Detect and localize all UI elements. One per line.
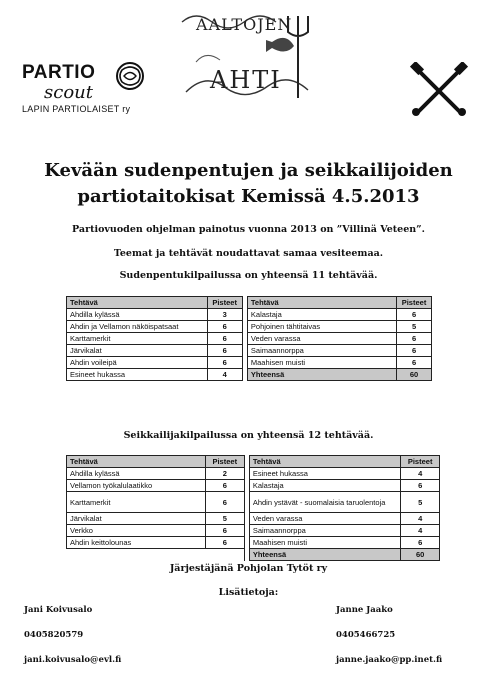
task-cell: Maahisen muisti [249, 537, 400, 549]
points-cell: 6 [205, 537, 244, 549]
task-cell: Esineet hukassa [249, 468, 400, 480]
points-cell: 6 [397, 333, 432, 345]
total-label-cell: Yhteensä [247, 369, 396, 381]
points-cell: 4 [401, 513, 440, 525]
task-cell: Ahdin keittolounas [67, 537, 206, 549]
col-header-task: Tehtävä [249, 456, 400, 468]
table-row [67, 492, 440, 513]
contact-2-phone: 0405466725 [336, 630, 396, 640]
seikkailija-intro-line: Seikkailijakilpailussa on yhteensä 12 tehtävää. [123, 430, 374, 441]
table-row [67, 480, 440, 492]
task-cell: Ahdilla kylässä [67, 309, 208, 321]
points-cell: 6 [205, 480, 244, 492]
task-cell: Ahdin voileipä [67, 357, 208, 369]
points-cell: 4 [401, 525, 440, 537]
task-cell: Esineet hukassa [67, 369, 208, 381]
task-cell: Pohjoinen tähtitaivas [247, 321, 396, 333]
col-header-points: Pisteet [397, 297, 432, 309]
table-row [67, 468, 440, 480]
points-cell: 2 [205, 468, 244, 480]
points-cell: 5 [401, 492, 440, 513]
task-cell: Verkko [67, 525, 206, 537]
table-row [67, 333, 432, 345]
col-header-points: Pisteet [401, 456, 440, 468]
task-cell: Järvikalat [67, 345, 208, 357]
contact-2-name: Janne Jaako [336, 605, 393, 615]
points-cell: 6 [401, 480, 440, 492]
task-cell: Vellamon työkalulaatikko [67, 480, 206, 492]
table-row [67, 537, 440, 549]
points-cell: 6 [397, 357, 432, 369]
logo-text-aaltojen: AALTOJEN [196, 15, 293, 34]
scout-knot-icon [114, 60, 146, 92]
task-cell: Ahdin ystävät - suomalaisia taruolentoja [249, 492, 400, 513]
total-points-cell: 60 [397, 369, 432, 381]
col-header-task: Tehtävä [67, 456, 206, 468]
intro-line-3: Sudenpentukilpailussa on yhteensä 11 tehtävää. [119, 270, 378, 281]
task-cell: Kalastaja [249, 480, 400, 492]
table-row [67, 525, 440, 537]
partio-word: PARTIO [22, 62, 96, 83]
task-cell: Veden varassa [247, 333, 396, 345]
points-cell: 6 [207, 357, 242, 369]
points-cell: 6 [207, 321, 242, 333]
task-cell: Ahdilla kylässä [67, 468, 206, 480]
col-header-task: Tehtävä [247, 297, 396, 309]
aaltojen-ahti-logo [176, 2, 324, 106]
task-cell: Veden varassa [249, 513, 400, 525]
table-row [67, 513, 440, 525]
points-cell: 5 [397, 321, 432, 333]
partio-subtitle: LAPIN PARTIOLAISET ry [22, 104, 131, 114]
points-cell: 4 [207, 369, 242, 381]
points-cell: 3 [207, 309, 242, 321]
col-header-points: Pisteet [205, 456, 244, 468]
empty-cell [67, 549, 206, 561]
task-cell: Karttamerkit [67, 333, 208, 345]
intro-line-1: Partiovuoden ohjelman painotus vuonna 2013 on ”Villinä Veteen”. [72, 224, 425, 235]
organizer-line: Järjestäjänä Pohjolan Tytöt ry [169, 563, 328, 574]
contact-1-phone: 0405820579 [24, 630, 84, 640]
points-cell: 6 [207, 345, 242, 357]
col-header-task: Tehtävä [67, 297, 208, 309]
table-row [67, 549, 440, 561]
table-sudenpennut [66, 296, 432, 381]
task-cell: Saimaannorppa [247, 345, 396, 357]
empty-cell [205, 549, 244, 561]
logo-text-ahti: AHTI [210, 66, 282, 94]
points-cell: 5 [205, 513, 244, 525]
col-header-points: Pisteet [207, 297, 242, 309]
points-cell: 6 [207, 333, 242, 345]
total-label-cell: Yhteensä [249, 549, 400, 561]
task-cell: Järvikalat [67, 513, 206, 525]
partio-scout-logo [22, 60, 142, 124]
task-cell: Maahisen muisti [247, 357, 396, 369]
task-cell: Saimaannorppa [249, 525, 400, 537]
table-header-row [67, 456, 440, 468]
points-cell: 6 [397, 309, 432, 321]
task-cell: Kalastaja [247, 309, 396, 321]
table-row [67, 321, 432, 333]
points-cell: 6 [205, 525, 244, 537]
contact-1-name: Jani Koivusalo [24, 605, 93, 615]
task-cell: Karttamerkit [67, 492, 206, 513]
scout-word: scout [44, 82, 93, 103]
table-header-row [67, 297, 432, 309]
table-row [67, 309, 432, 321]
points-cell: 6 [397, 345, 432, 357]
table-row [67, 345, 432, 357]
table-seikkailijat [66, 455, 440, 561]
contact-2-email: janne.jaako@pp.inet.fi [336, 655, 443, 665]
crossed-tools-emblem-icon [408, 62, 470, 118]
total-points-cell: 60 [401, 549, 440, 561]
points-cell: 4 [401, 468, 440, 480]
table-row [67, 357, 432, 369]
task-cell: Ahdin ja Vellamon näköispatsaat [67, 321, 208, 333]
intro-line-2: Teemat ja tehtävät noudattavat samaa vesiteemaa. [113, 248, 384, 259]
page-title-line-1: Kevään sudenpentujen ja seikkailijoiden [44, 160, 453, 181]
contact-1-email: jani.koivusalo@evl.fi [24, 655, 122, 665]
page-title-line-2: partiotaitokisat Kemissä 4.5.2013 [77, 186, 420, 207]
table-row [67, 369, 432, 381]
more-info-label: Lisätietoja: [218, 587, 279, 598]
points-cell: 6 [401, 537, 440, 549]
points-cell: 6 [205, 492, 244, 513]
